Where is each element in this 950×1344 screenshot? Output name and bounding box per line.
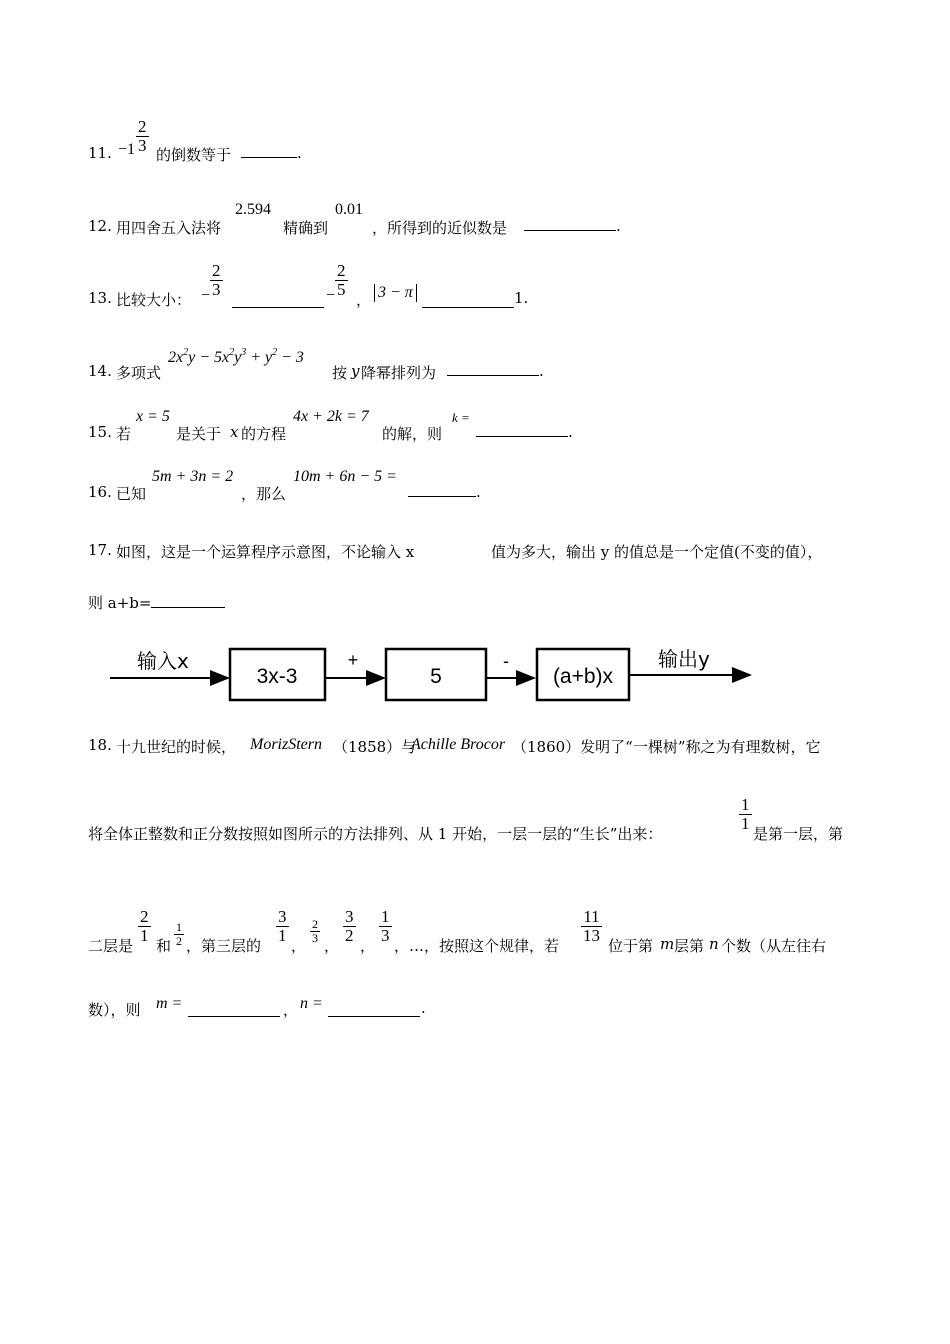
question-11: 11. −1 $\frac{2}{3}$ 的倒数等于 .: [88, 117, 302, 164]
question-15: 15. 若 x = 5 是关于 x 的方程 4x + 2k = 7 的解，则 k = .: [88, 408, 573, 443]
answer-blank-n[interactable]: [328, 1015, 420, 1017]
operation-flow-diagram: [110, 640, 760, 715]
answer-blank[interactable]: [422, 306, 514, 308]
answer-blank[interactable]: [408, 495, 476, 497]
fraction-11-13: $\frac{11}{13}$: [583, 907, 600, 945]
q14-polynomial: $2x^2y - 5x^2y^3 + y^2 - 3$: [168, 347, 304, 366]
answer-blank-m[interactable]: [188, 1015, 280, 1017]
output-label: 输出y: [658, 647, 710, 671]
answer-blank[interactable]: [241, 156, 297, 158]
answer-blank[interactable]: [447, 374, 539, 376]
answer-blank[interactable]: [232, 306, 324, 308]
fraction-2-1: $\frac{2}{1}$: [140, 907, 149, 945]
fraction-2-3: $\frac{2}{3}$: [312, 917, 318, 945]
fraction-3-2: $\frac{3}{2}$: [345, 907, 354, 945]
answer-blank[interactable]: [524, 229, 616, 231]
svg-text:(a+b)x: (a+b)x: [552, 665, 614, 688]
question-13: 13. 比较大小： − $\frac{2}{3}$ − $\frac{2}{5}$ ， 3 − π 1.: [88, 261, 529, 309]
fraction-1-3: $\frac{1}{3}$: [381, 907, 390, 945]
svg-text:3x-3: 3x-3: [256, 665, 298, 688]
question-18: 18. 十九世纪的时候， MorizStern （1858）与 Achille Brocor （1860）发明了“一棵树”称之为有理数树，它 将全体正整数和正分数按照如图所示的方法排列、从 1 开始，一层一层的“生长”出来： $\frac{1}{1}$ 是第一层，第 二层是 $\frac{2}{1}$ 和 $\frac{1}{2}$ ，第三层的 $\frac{3}{1}$ ， $\frac{2}{3}$ ， $\frac{3}{2}$ ， $\frac{1}{3}$ ，…，按照这个规律，若 $\frac{11}{13}$ 位于第 m 层第 n 个数（从左往右 数），则 m = ， n = .: [88, 736, 844, 1019]
minus-sign: -: [503, 651, 509, 671]
fraction-3-1: $\frac{3}{1}$: [278, 907, 287, 945]
question-16: 16. 已知 5m + 3n = 2 ，那么 10m + 6n − 5 = .: [88, 468, 481, 503]
fraction-1-1: $\frac{1}{1}$: [741, 795, 750, 833]
answer-blank[interactable]: [476, 435, 568, 437]
question-17: 17. 如图，这是一个运算程序示意图，不论输入 x 值为多大，输出 y 的值总是一个定值(不变的值）， 则 a+b=: [88, 541, 823, 612]
input-label: 输入x: [137, 649, 189, 673]
answer-blank[interactable]: [151, 606, 225, 608]
question-14: 14. 多项式 $2x^2y - 5x^2y^3 + y^2 - 3$ 按 y 降幂排列为 .: [88, 347, 544, 382]
question-12: 12. 用四舍五入法将 2.594 精确到 0.01 ，所得到的近似数是 .: [88, 201, 621, 237]
plus-sign: +: [347, 650, 359, 670]
svg-text:5: 5: [430, 665, 442, 688]
q11-mixed-number: −1 $\frac{2}{3}$: [118, 117, 147, 159]
fraction-1-2: $\frac{1}{2}$: [176, 920, 182, 948]
